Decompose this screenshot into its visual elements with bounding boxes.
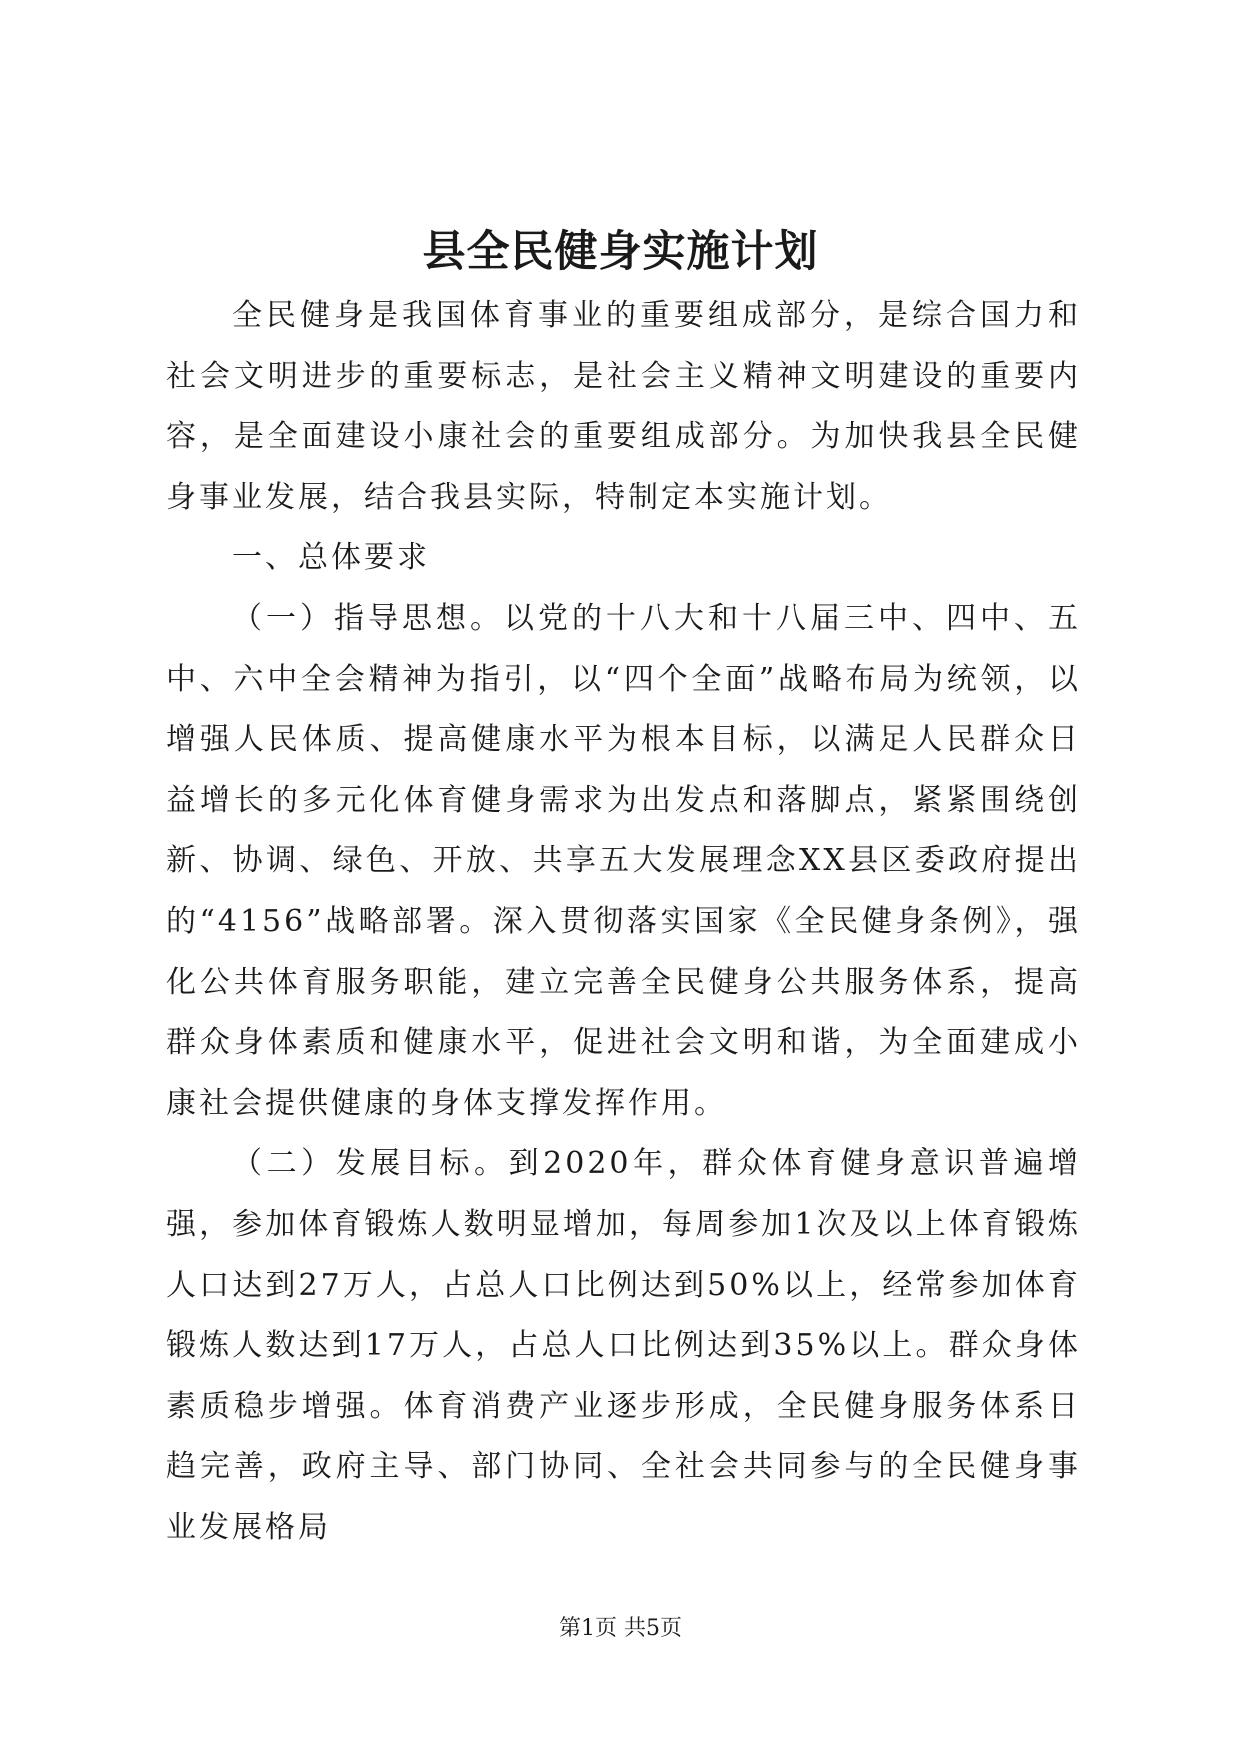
section-heading-general-requirements: 一、总体要求 bbox=[232, 540, 430, 576]
document-body bbox=[166, 286, 1081, 1558]
paragraph-development-goals: （二）发展目标。到2020年，群众体育健身意识普遍增强，参加体育锻炼人数明显增加，每周参加1次及以上体育锻炼人口达到27万人，占总人口比例达到50%以上，经常参加体育锻炼人数达到17万人，占总人口比例达到35%以上。群众身体素质稳步增强。体育消费产业逐步形成，全民健身服务体系日趋完善，政府主导、部门协同、全社会共同参与的全民健身事业发展格局 bbox=[166, 1146, 1081, 1545]
paragraph-guiding-ideology: （一）指导思想。以党的十八大和十八届三中、四中、五中、六中全会精神为指引，以“四个全面”战略布局为统领，以增强人民体质、提高健康水平为根本目标，以满足人民群众日益增长的多元化体育健身需求为出发点和落脚点，紧紧围绕创新、协调、绿色、开放、共享五大发展理念XX县区委政府提出的“4156”战略部署。深入贯彻落实国家《全民健身条例》，强化公共体育服务职能，建立完善全民健身公共服务体系，提高群众身体素质和健康水平，促进社会文明和谐，为全面建成小康社会提供健康的身体支撑发挥作用。 bbox=[166, 600, 1081, 1121]
paragraph-intro: 全民健身是我国体育事业的重要组成部分，是综合国力和社会文明进步的重要标志，是社会主义精神文明建设的重要内容，是全面建设小康社会的重要组成部分。为加快我县全民健身事业发展，结合我县实际，特制定本实施计划。 bbox=[166, 298, 1081, 515]
page-number-footer: 第1页 共5页 bbox=[559, 1616, 682, 1641]
document-title: 县全民健身实施计划 bbox=[422, 227, 819, 277]
